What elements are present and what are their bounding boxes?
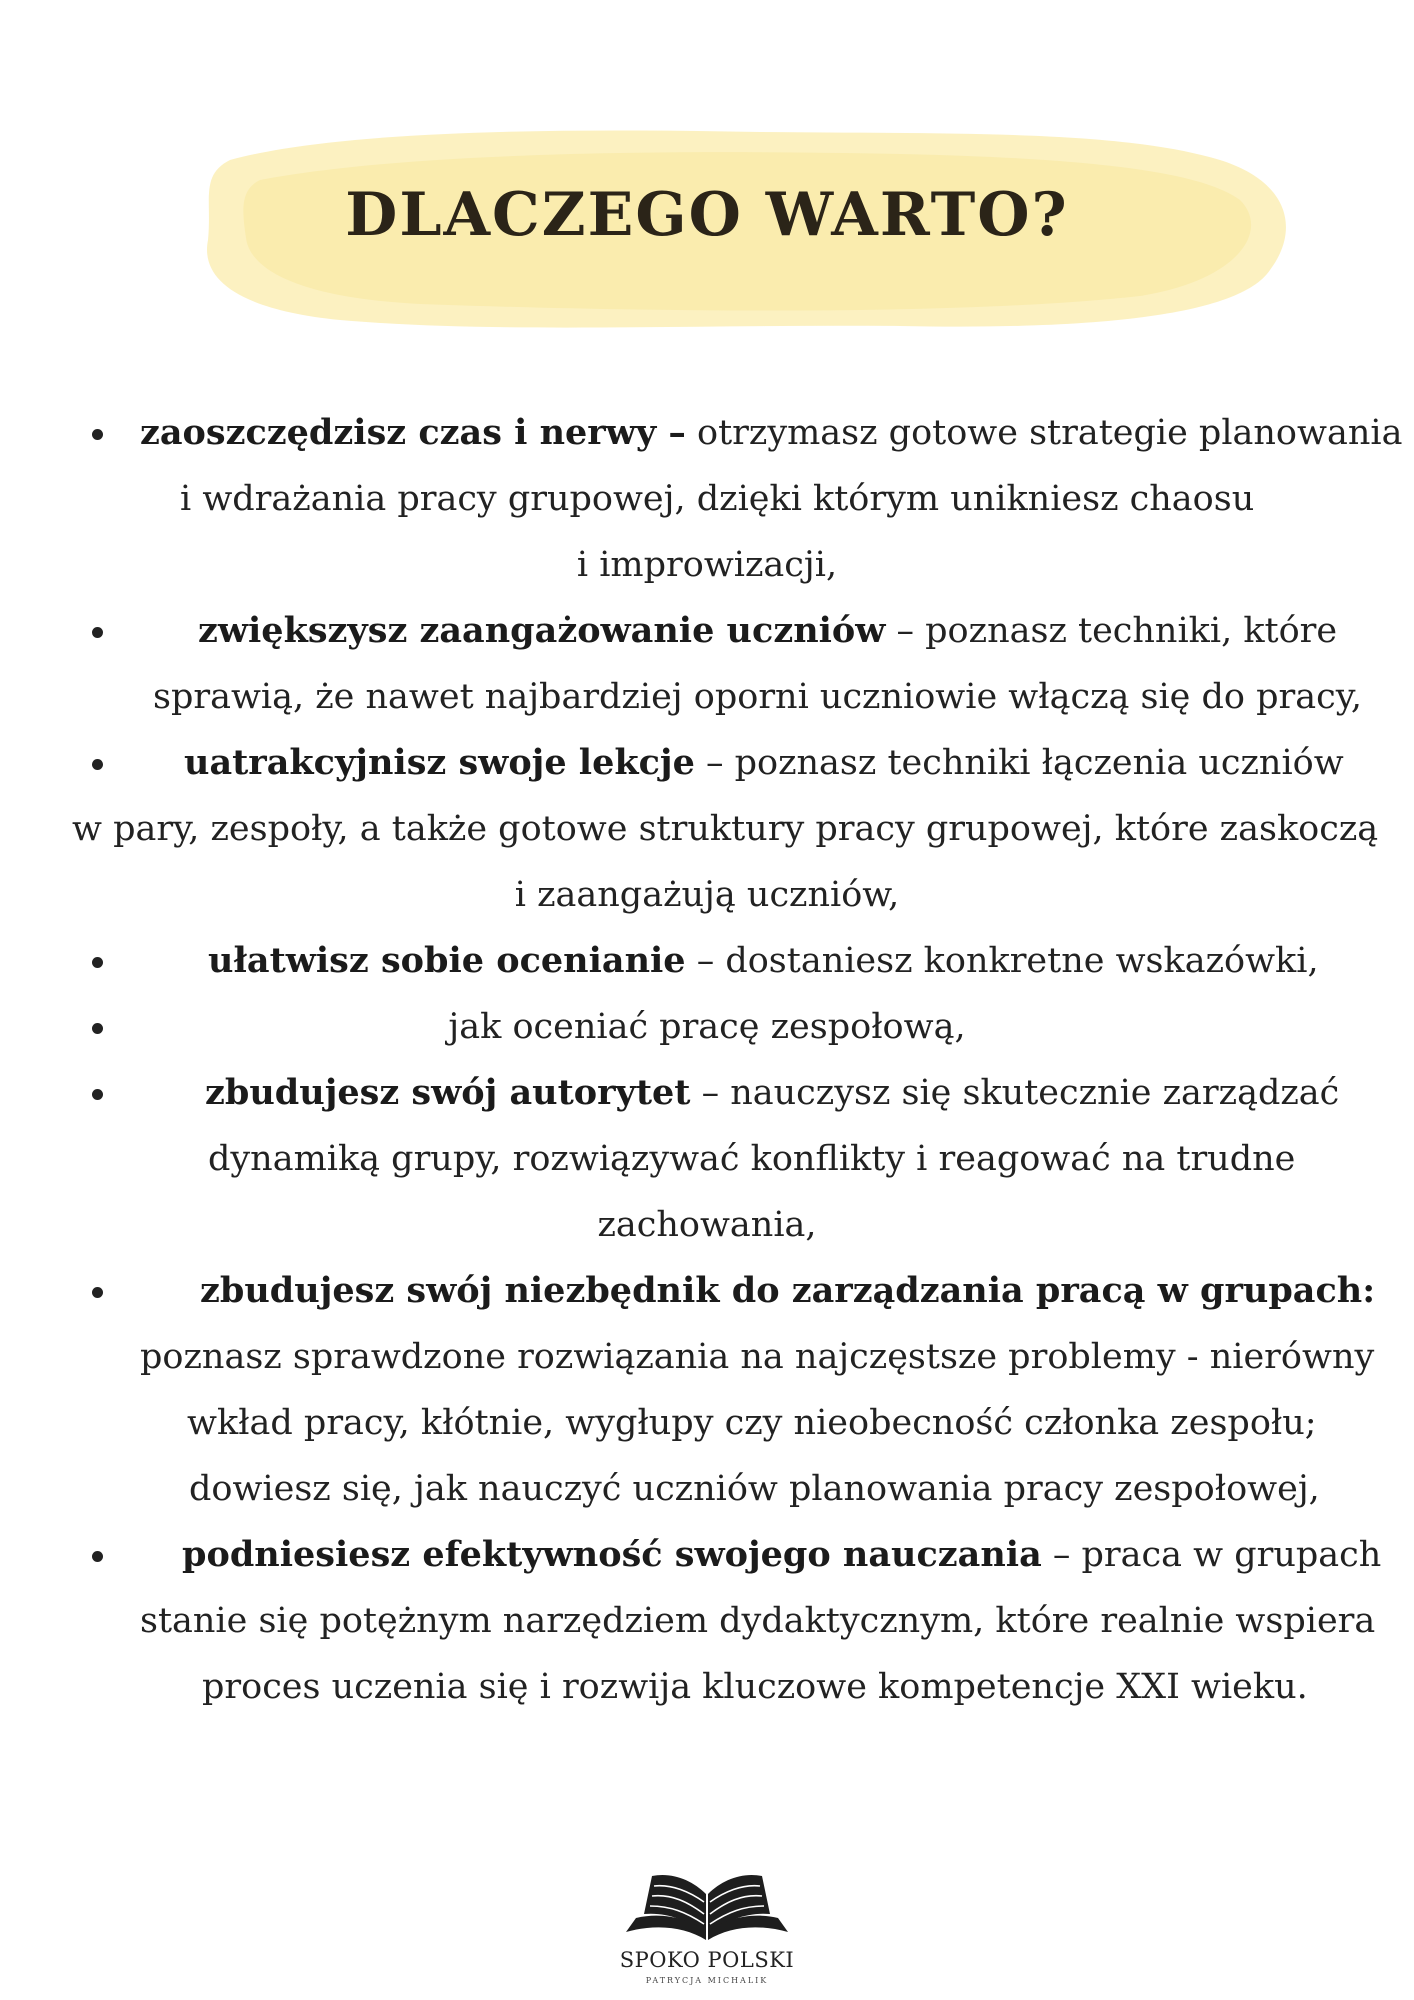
item-text: sprawią, że nawet najbardziej oporni uczniowie włączą się do pracy,	[153, 677, 1362, 717]
item-text: – poznasz techniki łączenia uczniów	[694, 743, 1344, 783]
bullet-icon	[92, 1551, 103, 1562]
page-title: DLACZEGO WARTO?	[345, 180, 1069, 250]
list-item	[0, 1258, 1414, 1324]
item-text: wkład pracy, kłótnie, wygłupy czy nieobecność członka zespołu;	[187, 1403, 1317, 1443]
item-text: jak oceniać pracę zespołową,	[448, 1007, 966, 1047]
item-heading: zbudujesz swój niezbędnik do zarządzania pracą w grupach:	[200, 1270, 1376, 1311]
item-heading: zwiększysz zaangażowanie uczniów	[198, 610, 886, 651]
item-text: – nauczysz się skutecznie zarządzać	[690, 1073, 1340, 1113]
item-text: dynamiką grupy, rozwiązywać konflikty i reagować na trudne	[208, 1139, 1296, 1179]
spoko-polski-logo	[607, 1862, 807, 1992]
list-item	[0, 598, 1414, 664]
item-text: otrzymasz gotowe strategie planowania	[685, 413, 1403, 453]
bullet-icon	[92, 1089, 103, 1100]
bullet-icon	[92, 957, 103, 968]
item-heading: zbudujesz swój autorytet	[205, 1072, 691, 1113]
bullet-icon	[92, 1287, 103, 1298]
item-text: i zaangażują uczniów,	[514, 875, 900, 915]
list-item	[0, 730, 1414, 796]
benefits-list	[0, 400, 1414, 1720]
logo-brand: SPOKO POLSKI	[619, 1948, 795, 1972]
item-heading: zaoszczędzisz czas i nerwy –	[140, 412, 686, 453]
open-book-icon	[622, 1862, 792, 1946]
item-text: i improwizacji,	[576, 545, 838, 585]
bullet-icon	[92, 429, 103, 440]
list-item	[0, 1522, 1414, 1588]
item-text: – poznasz techniki, które	[885, 611, 1338, 651]
logo-author: PATRYCJA MICHALIK	[645, 1976, 769, 1985]
list-item	[0, 1060, 1414, 1126]
item-heading: ułatwisz sobie ocenianie	[208, 940, 686, 981]
item-text: proces uczenia się i rozwija kluczowe kompetencje XXI wieku.	[202, 1667, 1308, 1707]
bullet-icon	[92, 627, 103, 638]
list-item	[0, 400, 1414, 466]
item-text: stanie się potężnym narzędziem dydaktycznym, które realnie wspiera	[140, 1601, 1376, 1641]
item-text: i wdrażania pracy grupowej, dzięki którym unikniesz chaosu	[180, 479, 1255, 519]
list-item	[0, 928, 1414, 994]
item-text: – praca w grupach	[1041, 1535, 1382, 1575]
item-text: – dostaniesz konkretne wskazówki,	[685, 941, 1319, 981]
item-heading: uatrakcyjnisz swoje lekcje	[184, 742, 695, 783]
item-text: zachowania,	[597, 1205, 817, 1245]
title-banner	[0, 120, 1414, 350]
item-text: poznasz sprawdzone rozwiązania na najczęstsze problemy - nierówny	[140, 1337, 1375, 1377]
item-text: w pary, zespoły, a także gotowe struktury pracy grupowej, które zaskoczą	[72, 809, 1379, 849]
item-text: dowiesz się, jak nauczyć uczniów planowania pracy zespołowej,	[189, 1469, 1320, 1509]
item-heading: podniesiesz efektywność swojego nauczania	[182, 1534, 1042, 1575]
bullet-icon	[92, 759, 103, 770]
